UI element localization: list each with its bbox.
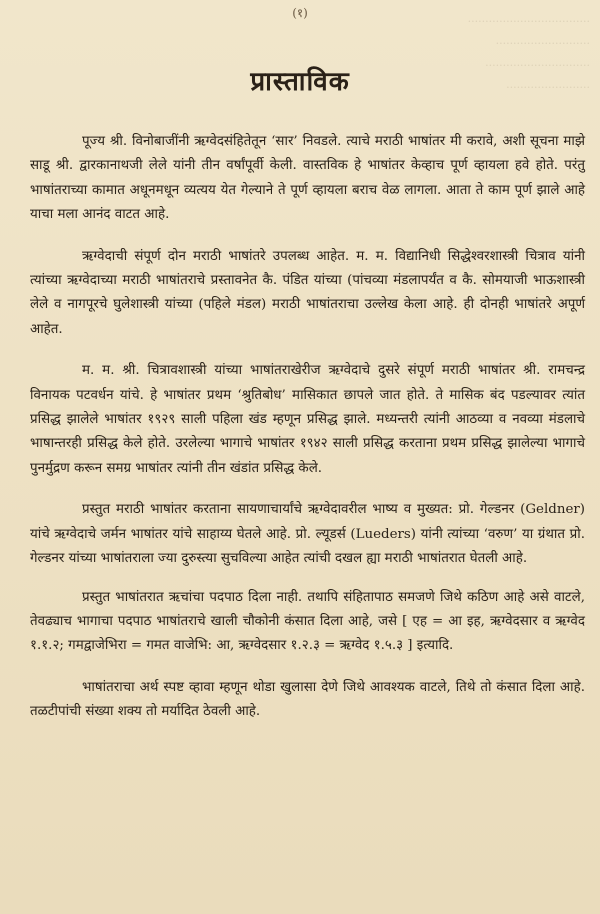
- paragraph-existing-translations: ऋग्वेदाची संपूर्ण दोन मराठी भाषांतरे उपलब्ध आहेत. म. म. विद्यानिधी सिद्धेश्वरशास्त्री चित्राव यांनी त्यांच्या ऋग्वेदाच्या मराठी भाषांतराचे प्रस्तावनेत कै. पंडित यांच्या (पांचव्या मंडलापर्यंत व कै. सोमयाजी भाऊशास्त्री लेले व नागपूरचे घुलेशास्त्री यांच्या (पहिले मंडल) मराठी भाषांतराचा उल्लेख केला आहे. ही दोनही भाषांतरे अपूर्ण आहेत.: [30, 248, 585, 337]
- body-text: [30, 130, 585, 742]
- bleed-through-text: ................................... ........................... .............................. ........................: [467, 12, 590, 91]
- paragraph-patwardhan-translation: म. म. श्री. चित्रावशास्त्री यांच्या भाषांतराखेरीज ऋग्वेदाचे दुसरे संपूर्ण मराठी भाषांतर श्री. रामचन्द्र विनायक पटवर्धन यांचे. हे भाषांतर प्रथम ‘श्रुतिबोध’ मासिकात छापले जात होते. ते मासिक बंद पडल्यावर त्यांत प्रसिद्ध झालेले भाषांतर १९२९ साली पहिला खंड म्हणून प्रसिद्ध झाले. मध्यन्तरी त्यांनी आठव्या व नवव्या मंडलाचे भाषान्तरही प्रसिद्ध केले होते. उरलेल्या भागाचे भाषांतर १९४२ साली प्रसिद्ध करताना प्रथम प्रसिद्ध झालेल्या भागाचे पुनर्मुद्रण करून समग्र भाषांतर त्यांनी तीन खंडांत प्रसिद्ध केले.: [30, 363, 585, 476]
- page-number: (१): [292, 6, 308, 20]
- paragraph-sources: प्रस्तुत मराठी भाषांतर करताना सायणाचार्यांचे ऋग्वेदावरील भाष्य व मुख्यत: प्रो. गेल्डनर (Geldner) यांचे ऋग्वेदाचे जर्मन भाषांतर यांचे साहाय्य घेतले आहे. प्रो. ल्यूडर्स (Lueders) यांनी त्यांच्या ‘वरुण’ या ग्रंथात प्रो. गेल्डनर यांच्या भाषांतराला ज्या दुरुस्त्या सुचविल्या आहेत त्यांची दखल ह्या मराठी भाषांतरात घेतली आहे.: [30, 502, 585, 567]
- paragraph-notes: भाषांतराचा अर्थ स्पष्ट व्हावा म्हणून थोडा खुलासा देणे जिथे आवश्यक वाटले, तिथे तो कंसात दिला आहे. तळटीपांची संख्या शक्य तो मर्यादित ठेवली आहे.: [30, 679, 585, 720]
- page-title: प्रास्ताविक: [250, 67, 350, 97]
- paragraph-padapatha: प्रस्तुत भाषांतरात ऋचांचा पदपाठ दिला नाही. तथापि संहितापाठ समजणे जिथे कठिण आहे असे वाटले, तेवढ्याच भागाचा पदपाठ भाषांतराचे खाली चौकोनी कंसात दिला आहे, जसे [ एह = आ इह, ऋग्वेदसार व ऋग्वेद १.१.२; गमद्वाजेभिरा = गमत वाजेभि: आ, ऋग्वेदसार १.२.३ = ऋग्वेद १.५.३ ] इत्यादि.: [30, 589, 585, 654]
- paragraph-intro: पूज्य श्री. विनोबाजींनी ऋग्वेदसंहितेतून ‘सार’ निवडले. त्याचे मराठी भाषांतर मी करावे, अशी सूचना माझे साडू श्री. द्वारकानाथजी लेले यांनी तीन वर्षांपूर्वी केली. वास्तविक हे भाषांतर केव्हाच पूर्ण व्हायला हवे होते. परंतु भाषांतराच्या कामात अधूनमधून व्यत्यय येत गेल्याने ते पूर्ण व्हायला बराच वेळ लागला. आता ते काम पूर्ण झाले आहे याचा मला आनंद वाटत आहे.: [30, 134, 585, 223]
